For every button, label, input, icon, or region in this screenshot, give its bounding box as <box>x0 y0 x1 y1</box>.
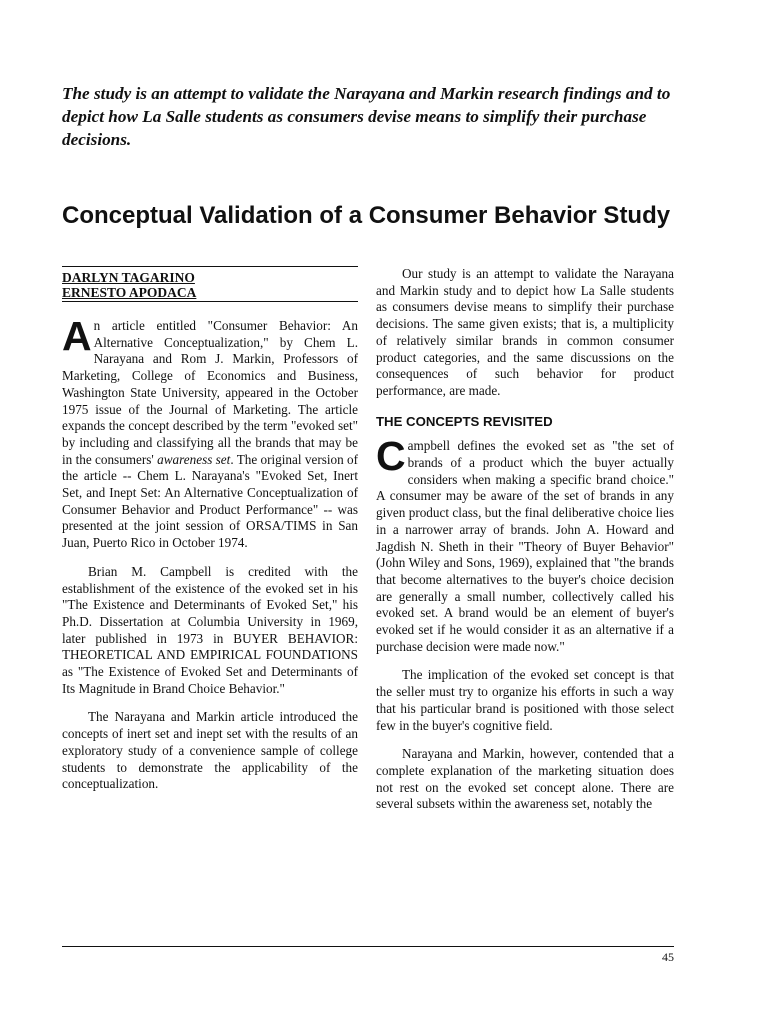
paragraph <box>62 313 359 552</box>
right-column <box>376 266 674 825</box>
emphasis-text: awareness set <box>157 451 231 467</box>
author-byline <box>62 266 358 302</box>
footer-rule <box>62 946 674 947</box>
paragraph-text: ampbell defines the evoked set as "the set of brands of a product which the buyer actually considers when making a specific brand choice." A consumer may be aware of the set of brands in any given product class, but the final deliberative choice lies in a narrower array of brands. John A. Howard and Jagdish N. Sheth in their "Theory of Buyer Behavior" (John Wiley and Sons, 1969), explained that "the brands that become alternatives to the buyer's choice decision are generally a small number, collectively called his evoked set. A brand would be an element of buyer's evoked set if he would consider it as an alternative if a purchase decision were made now." <box>376 438 674 654</box>
paragraph: Narayana and Markin, however, contended that a complete explanation of the marketing situation does not rest on the evoked set concept alone. There are several subsets within the awareness set, notably the <box>376 746 674 812</box>
article-title: Conceptual Validation of a Consumer Behavior Study <box>62 202 671 229</box>
paragraph: The Narayana and Markin article introduced the concepts of inert set and inept set with the results of an exploratory study of a convenience sample of college students to demonstrate the applicability of the conceptualization. <box>62 709 358 792</box>
paragraph: Our study is an attempt to validate the Narayana and Markin study and to depict how La Salle students as consumers devise means to simplify their purchase decisions. The same given exists; that is, a multiplicity of relatively similar brands in common consumer product categories, and the same discussions on the consequences of such behavior for product performance, are made. <box>376 266 674 398</box>
drop-cap: C <box>376 433 406 480</box>
paragraph-text: n article entitled "Consumer Behavior: An Alternative Conceptualization," by Chem L. Narayana and Rom J. Markin, Professors of Marketing, College of Economics and Business, Washington State University, appeared in the October 1975 issue of the Journal of Marketing. The article expands the concept described by the term "evoked set" by including and classifying all the brands that may be in the consumers' <box>62 318 358 467</box>
paragraph <box>376 433 674 655</box>
paragraph: Brian M. Campbell is credited with the establishment of the existence of the evoked set in his "The Existence and Determinants of Evoked Set," his Ph.D. Dissertation at Columbia University in 1969, later published in 1973 in BUYER BEHAVIOR: THEORETICAL AND EMPIRICAL FOUNDATIONS as "The Existence of Evoked Set and Determinants of Its Magnitude in Brand Choice Behavior." <box>62 563 358 696</box>
page-number: 45 <box>662 950 674 964</box>
drop-cap: A <box>62 313 92 359</box>
section-heading: THE CONCEPTS REVISITED <box>376 413 553 429</box>
paragraph: The implication of the evoked set concept is that the seller must try to organize his efforts in such a way that his particular brand is positioned with those select few in the buyer's cognitive field. <box>376 667 674 733</box>
author-name: ERNESTO APODACA <box>62 285 197 300</box>
author-name: DARLYN TAGARINO <box>62 270 195 285</box>
intro-blurb: The study is an attempt to validate the Narayana and Markin research findings and to depict how La Salle students as consumers devise means to simplify their purchase decisions. <box>62 84 671 149</box>
left-column <box>62 313 359 805</box>
paragraph-text: . The original version of the article -- Chem L. Narayana's "Evoked Set, Inert Set, and Inept Set: An Alternative Conceptualization of Consumer Behavior and Product Performance" -- was presented at the joint session of ORSA/TIMS in San Juan, Puerto Rico in October 1974. <box>62 451 359 551</box>
